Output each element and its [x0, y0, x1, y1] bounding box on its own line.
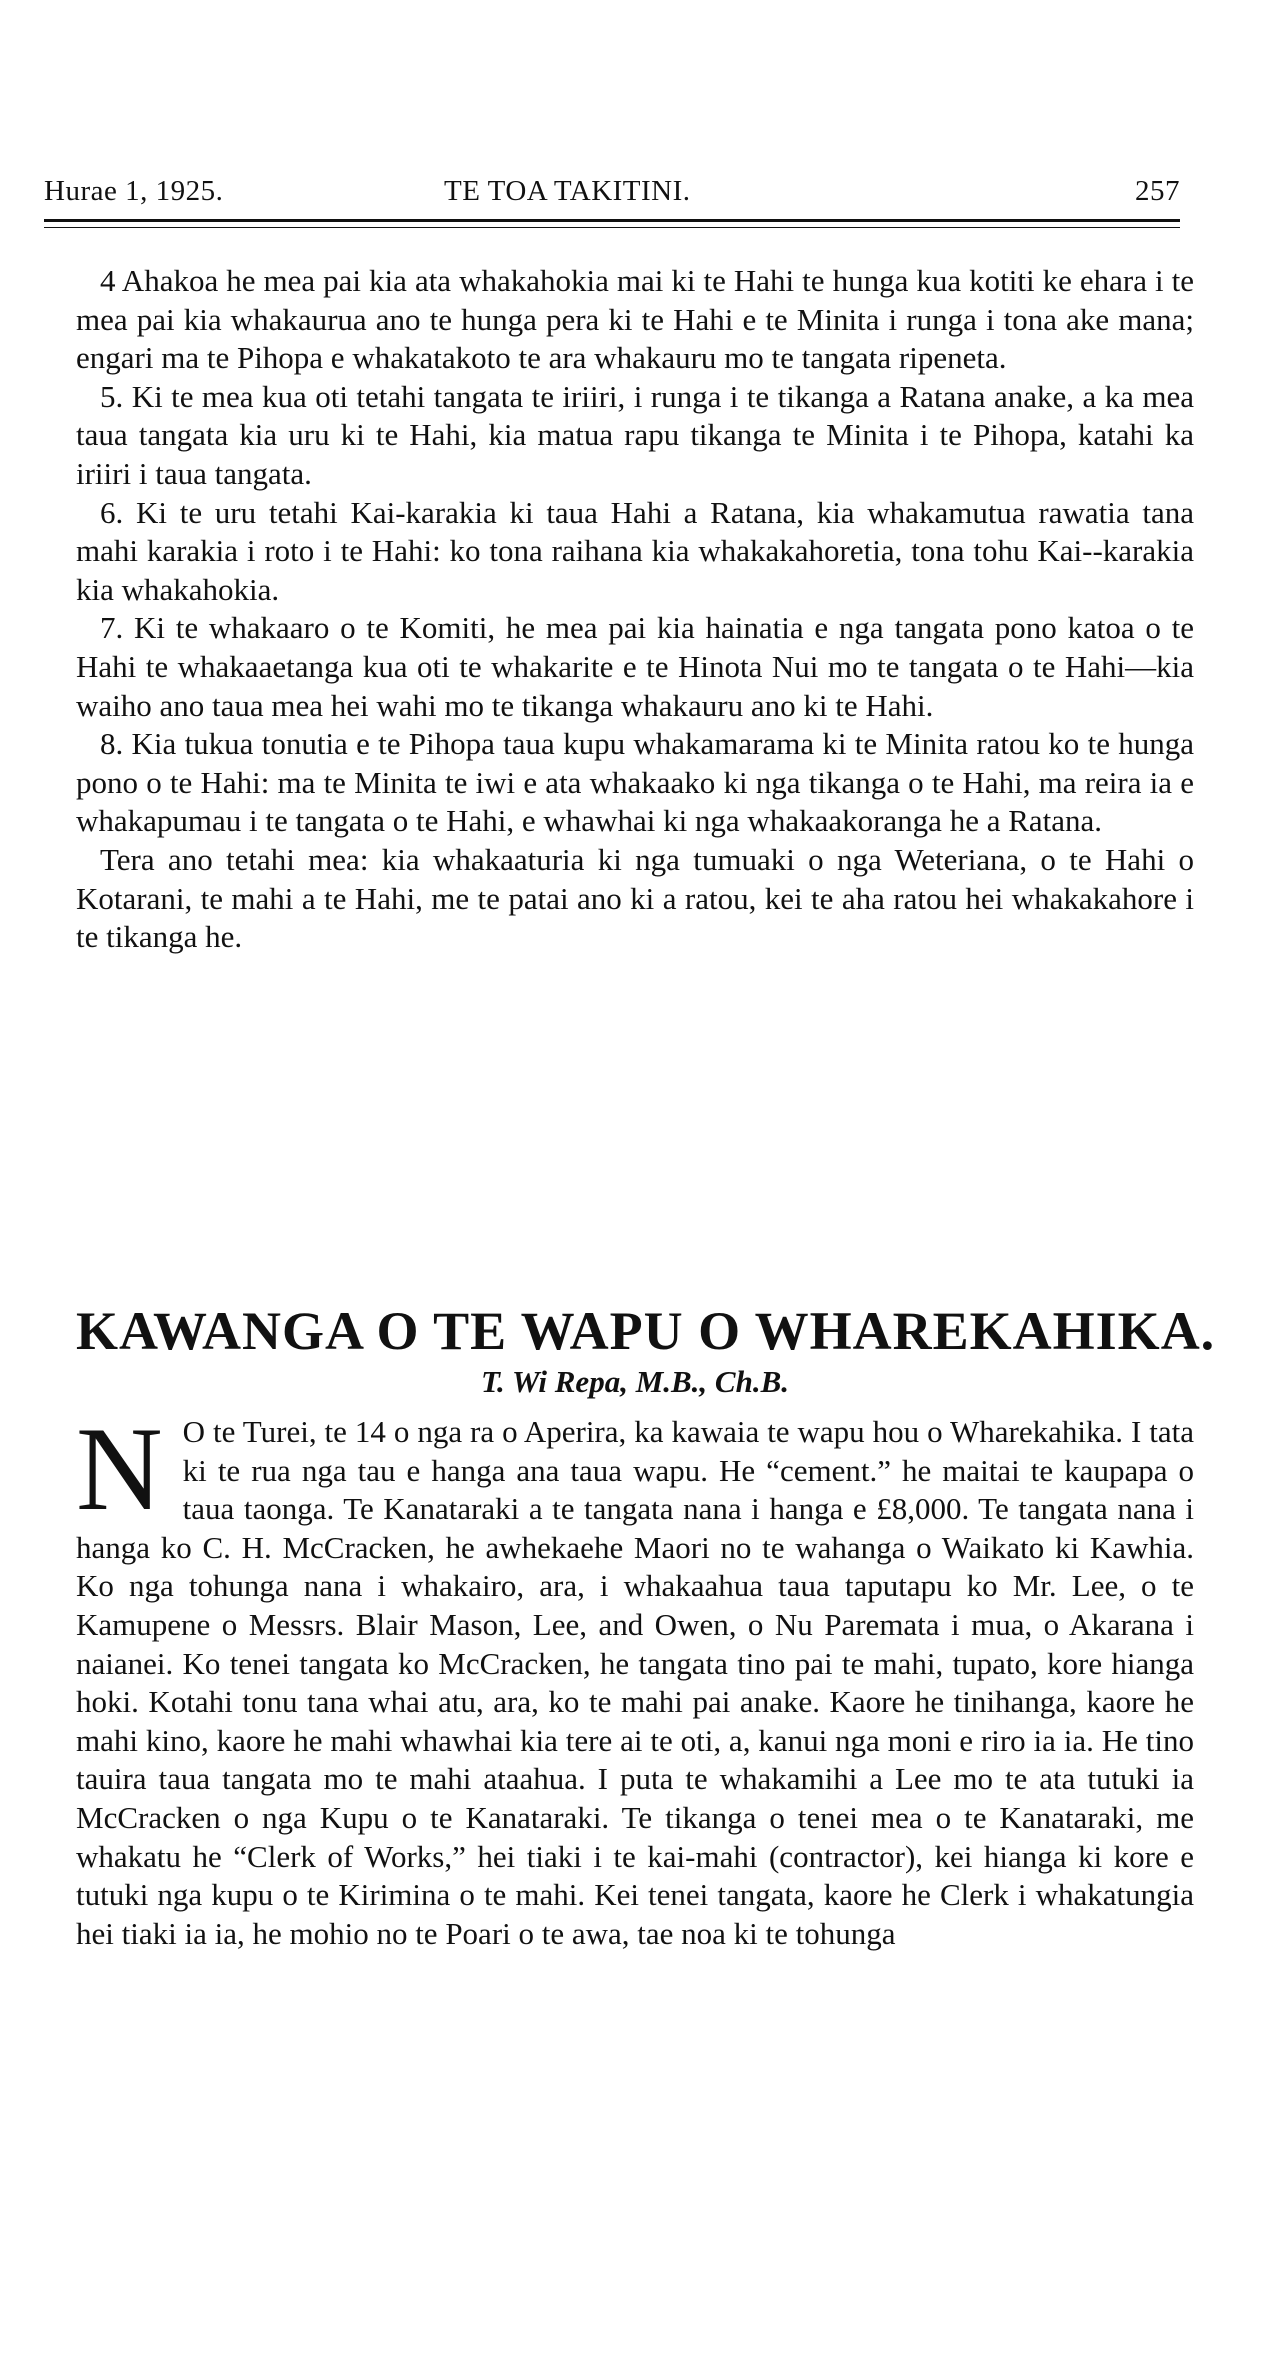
- drop-cap: N: [76, 1402, 163, 1535]
- paragraph-8: 8. Kia tukua tonutia e te Pihopa taua kupu whakamarama ki te Minita ratou ko te hunga pono o te Hahi: ma te Minita te iwi e ata whakaako ki nga tikanga o te Hahi, ma reira ia e whakapumau i te tangata o te Hahi, e whawhai ki nga whakaakoranga he a Ratana.: [76, 726, 1194, 839]
- article-title: KAWANGA O TE WAPU O WHAREKAHIKA.: [76, 1301, 1216, 1361]
- article-byline: T. Wi Repa, M.B., Ch.B.: [480, 1364, 790, 1399]
- paragraph-5: 5. Ki te mea kua oti tetahi tangata te iriiri, i runga i te tikanga a Ratana anake, a ka mea taua tangata kia uru ki te Hahi, kia matua rapu tikanga te Minita i te Pihopa, katahi ka iriiri i taua tangata.: [76, 378, 1194, 491]
- paragraph-closing: Tera ano tetahi mea: kia whakaaturia ki nga tumuaki o nga Weteriana, o te Hahi o Kotarani, te mahi a te Hahi, me te patai ano ki a ratou, kei te aha ratou hei whakakahore i te tikanga he.: [76, 841, 1194, 955]
- header-date: Hurae 1, 1925.: [44, 175, 224, 207]
- article-body-text: O te Turei, te 14 o nga ra o Aperira, ka kawaia te wapu hou o Wharekahika. I tata ki te rua nga tau e hanga ana taua wapu. He “cement.” he maitai te kaupapa o taua taonga. Te Kanataraki a te tangata nana i hanga e £8,000. Te tangata nana i hanga ko C. H. McCracken, he awhekaehe Maori no te wahanga o Waikato ki Kawhia. Ko nga tohunga nana i whakairo, ara, i whakaahua taua taputapu ko Mr. Lee, o te Kamupene o Messrs. Blair Mason, Lee, and Owen, o Nu Paremata i mua, o Akarana i naianei. Ko tenei tangata ko McCracken, he tangata tino pai te mahi, tupato, kore hianga hoki. Kotahi tonu tana whai atu, ara, ko te mahi pai anake. Kaore he tinihanga, kaore he mahi kino, kaore he mahi whawhai kia tere ai te oti, a, kanui nga moni e riro ia ia. He tino tauira taua tangata mo te mahi ataahua. I puta te whakamihi a Lee mo te ata tutuki ia McCracken o nga Kupu o te Kanataraki. Te tikanga o tenei mea o te Kanataraki, me whakatu he “Clerk of Works,” hei tiaki i te kai-mahi (contractor), kei hianga ki kore e tutuki nga kupu o te Kirimina o te mahi. Kei tenei tangata, kaore he Clerk i whakatungia hei tiaki ia ia, he mohio no te Poari o te awa, tae noa ki te tohunga: [76, 1414, 1194, 1951]
- resolutions-text: [76, 262, 1194, 957]
- running-header: [44, 160, 1180, 220]
- header-publication-title: TE TOA TAKITINI.: [444, 175, 691, 207]
- article-paragraph: [76, 1402, 1194, 1953]
- paragraph-7: 7. Ki te whakaaro o te Komiti, he mea pai kia hainatia e nga tangata pono katoa o te Hahi te whakaaetanga kua oti te whakarite e te Hinota Nui mo te tangata o te Hahi—kia waiho ano taua mea hei wahi mo te tikanga whakauru ano ki te Hahi.: [76, 610, 1194, 723]
- paragraph-6: 6. Ki te uru tetahi Kai-karakia ki taua Hahi a Ratana, kia whakamutua rawatia tana mahi karakia i roto i te Hahi: ko tona raihana kia whakakahoretia, tona tohu Kai--karakia kia whakahokia.: [76, 494, 1194, 607]
- header-rule-thick: [44, 219, 1180, 222]
- header-rule-thin: [44, 227, 1180, 228]
- header-page-number: 257: [1135, 175, 1180, 207]
- paragraph-4: 4 Ahakoa he mea pai kia ata whakahokia mai ki te Hahi te hunga kua kotiti ke ehara i te mea pai kia whakaurua ano te hunga pera ki te Hahi e te Minita i runga i tona ake mana; engari ma te Pihopa e whakatakoto te ara whakauru mo te tangata ripeneta.: [76, 263, 1194, 376]
- article-body: [76, 1402, 1194, 1953]
